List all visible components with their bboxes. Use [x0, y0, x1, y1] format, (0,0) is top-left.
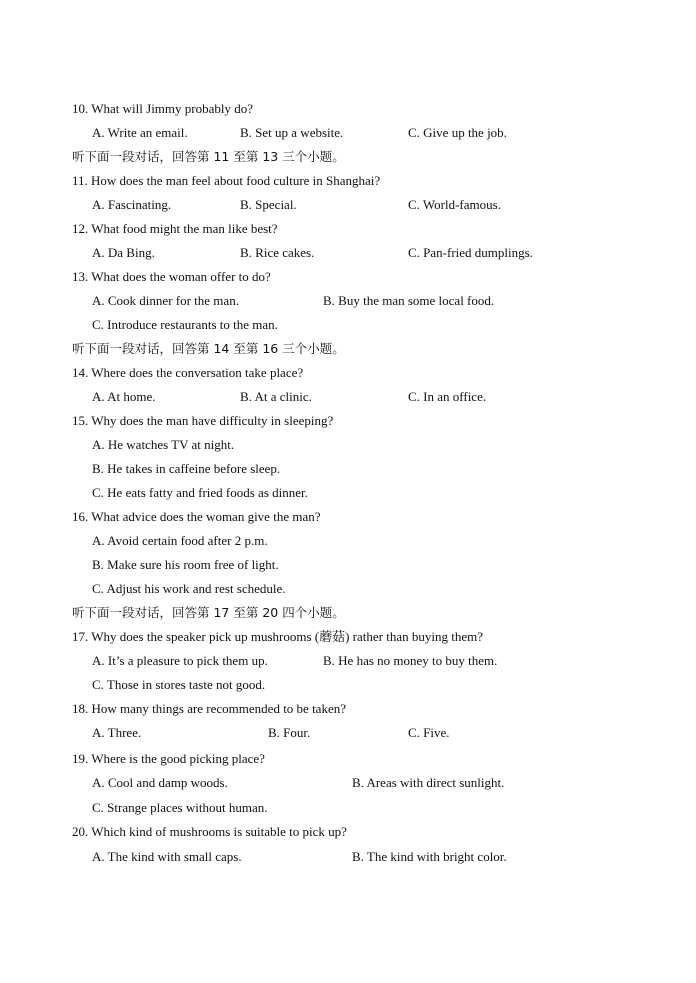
- answer-option: C. Give up the job.: [408, 125, 507, 140]
- answer-option: C. In an office.: [408, 389, 487, 404]
- options-row: [0, 195, 696, 215]
- answer-option: B. Buy the man some local food.: [323, 293, 495, 308]
- answer-option: A. Cook dinner for the man.: [92, 293, 239, 308]
- question-stem: 10. What will Jimmy probably do?: [72, 101, 254, 116]
- options-row: [0, 651, 696, 671]
- question-stem: 11. How does the man feel about food culture in Shanghai?: [72, 173, 381, 188]
- section-instruction: 听下面一段对话，回答第 14 至第 16 三个小题。: [72, 341, 345, 356]
- answer-option: C. He eats fatty and fried foods as dinner.: [92, 485, 308, 500]
- options-row: [0, 387, 696, 407]
- question-stem: 12. What food might the man like best?: [72, 221, 278, 236]
- answer-option: B. Make sure his room free of light.: [92, 557, 279, 572]
- question-stem: 17. Why does the speaker pick up mushrooms (蘑菇) rather than buying them?: [72, 629, 483, 644]
- answer-option: B. He takes in caffeine before sleep.: [92, 461, 281, 476]
- options-row: [0, 798, 696, 818]
- options-row: [0, 243, 696, 263]
- answer-option: C. Five.: [408, 725, 450, 740]
- answer-option: A. The kind with small caps.: [92, 849, 242, 864]
- answer-option: B. Set up a website.: [240, 125, 344, 140]
- options-row: [0, 555, 696, 575]
- question-stem: 18. How many things are recommended to be taken?: [72, 701, 346, 716]
- answer-option: B. Special.: [240, 197, 297, 212]
- answer-option: C. Adjust his work and rest schedule.: [92, 581, 286, 596]
- answer-option: A. It’s a pleasure to pick them up.: [92, 653, 268, 668]
- options-row: [0, 675, 696, 695]
- answer-option: A. Three.: [92, 725, 142, 740]
- answer-option: A. Write an email.: [92, 125, 188, 140]
- question-stem: 14. Where does the conversation take place?: [72, 365, 304, 380]
- question-stem: 16. What advice does the woman give the man?: [72, 509, 321, 524]
- answer-option: C. Strange places without human.: [92, 800, 268, 815]
- answer-option: C. Introduce restaurants to the man.: [92, 317, 278, 332]
- options-row: [0, 291, 696, 311]
- answer-option: A. Cool and damp woods.: [92, 775, 228, 790]
- answer-option: B. Four.: [268, 725, 311, 740]
- question-stem: 13. What does the woman offer to do?: [72, 269, 271, 284]
- answer-option: A. Da Bing.: [92, 245, 155, 260]
- options-row: [0, 531, 696, 551]
- answer-option: B. The kind with bright color.: [352, 849, 507, 864]
- answer-option: B. At a clinic.: [240, 389, 312, 404]
- answer-option: A. Avoid certain food after 2 p.m.: [92, 533, 268, 548]
- options-row: [0, 123, 696, 143]
- answer-option: B. Areas with direct sunlight.: [352, 775, 505, 790]
- answer-option: C. Pan-fried dumplings.: [408, 245, 533, 260]
- options-row: [0, 579, 696, 599]
- question-stem: 20. Which kind of mushrooms is suitable to pick up?: [72, 824, 347, 839]
- options-row: [0, 483, 696, 503]
- options-row: [0, 459, 696, 479]
- answer-option: C. Those in stores taste not good.: [92, 677, 266, 692]
- answer-option: C. World-famous.: [408, 197, 501, 212]
- options-row: [0, 435, 696, 455]
- answer-option: B. Rice cakes.: [240, 245, 315, 260]
- options-row: [0, 723, 696, 743]
- answer-option: A. He watches TV at night.: [92, 437, 235, 452]
- question-stem: 15. Why does the man have difficulty in sleeping?: [72, 413, 334, 428]
- question-stem: 19. Where is the good picking place?: [72, 751, 265, 766]
- answer-option: A. Fascinating.: [92, 197, 172, 212]
- options-row: [0, 847, 696, 867]
- options-row: [0, 773, 696, 793]
- options-row: [0, 315, 696, 335]
- answer-option: A. At home.: [92, 389, 156, 404]
- section-instruction: 听下面一段对话，回答第 17 至第 20 四个小题。: [72, 605, 345, 620]
- answer-option: B. He has no money to buy them.: [323, 653, 498, 668]
- section-instruction: 听下面一段对话，回答第 11 至第 13 三个小题。: [72, 149, 345, 164]
